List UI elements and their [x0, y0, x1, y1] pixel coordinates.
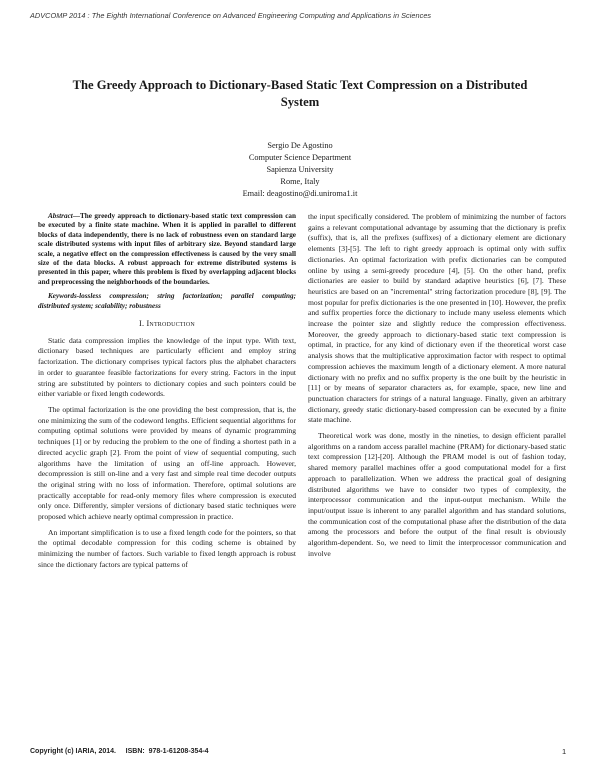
paragraph: Static data compression implies the knowledge of the input type. With text, dictionary based techniques are particularly efficient and employ string factorization. The dictionary comprises typical factors plus the alphabet characters in order to guarantee feasible factorizations for every string. Factors in the input string are substituted by pointers to dictionary copies and such pointers could be either variable or fixed length codewords. [38, 335, 296, 399]
abstract [38, 212, 296, 287]
keywords: Keywords-lossless compression; string factorization; parallel computing; distributed system; scalability; robustness [38, 292, 296, 310]
footer-copyright: Copyright (c) IARIA, 2014. ISBN: 978-1-61208-354-4 [30, 748, 209, 755]
section-number: I. [139, 319, 145, 329]
paragraph: the input specifically considered. The problem of minimizing the number of factors gains a relevant computational advantage by assuming that the dictionary is prefix (suffix), that is, all the prefixes (suffixes) of a dictionary element are dictionary elements [3]-[5]. The left to right greedy approach is optimal only with suffix dictionaries. An optimal factorization with prefix dictionaries can be computed online by using a semi-greedy procedure [4], [5]. On the other hand, prefix dictionaries are easier to build by standard adaptive heuristics [6], [7]. These heuristics are based on an "incremental" string factorization procedure [8], [9]. The most popular for prefix dictionaries is the one presented in [10]. However, the prefix and suffix properties force the dictionary to include many useless elements which increase the pointer size and slightly reduce the compression effectiveness. Moreover, the greedy approach to dictionary-based static text compression is optimal, in practice, for any kind of dictionary even if the theoretical worst case analysis shows that the multiplicative approximation factor with respect to optimal compression achieves the maximum length of a dictionary element. A more natural dictionary with no prefix and no suffix property is the one built by the heuristic in [11] or by means of separator characters as, for example, space, new line and punctuation characters for strings of a natural language. Finally, given an arbitrary dictionary, greedy static dictionary-based compression can be executed by a finite state machine. [308, 212, 566, 425]
author-department: Computer Science Department [248, 153, 352, 162]
right-column [308, 212, 566, 565]
author-name: Sergio De Agostino [267, 141, 333, 150]
page-number: 1 [562, 747, 567, 756]
abstract-label: Abstract [48, 212, 73, 220]
left-column [38, 212, 296, 576]
author-location: Rome, Italy [280, 177, 320, 186]
paragraph: An important simplification is to use a fixed length code for the pointers, so that the optimal decodable compression for this coding scheme is obtained by minimizing the number of factors. Such variable to fixed length approach is robust since the dictionary factors are typical patterns of [38, 527, 296, 569]
paragraph: The optimal factorization is the one providing the best compression, that is, the one minimizing the sum of the codeword lengths. Efficient sequential algorithms for computing optimal solutions were provided by means of dynamic programming techniques [1] or by reducing the problem to the one of finding a shortest path in a directed acyclic graph [2]. From the point of view of sequential computing, such algorithms have the limitation of using an off-line approach. However, decompression is still on-line and a very fast and simple real time decoder outputs the original string with no loss of information. Therefore, optimal solutions are practically acceptable for read-only memory files where compression is executed only once. Differently, simpler versions of dictionary based static techniques were proposed which achieve nearly optimal compression in practice. [38, 404, 296, 522]
paper-title: The Greedy Approach to Dictionary-Based Static Text Compression on a Distributed System [72, 78, 528, 109]
running-header: ADVCOMP 2014 : The Eighth International Conference on Advanced Engineering Computing and Applications in Sciences [30, 11, 432, 20]
author-email: Email: deagostino@di.uniroma1.it [242, 189, 358, 198]
author-university: Sapienza University [266, 165, 334, 174]
paragraph: Theoretical work was done, mostly in the nineties, to design efficient parallel algorithms on a random access parallel machine (PRAM) for dictionary-based static text compression [12]-[20]. Although the PRAM model is out of fashion today, shared memory parallel machines offer a good computational model for a first approach to parallelization. When we address the practical goal of designing distributed algorithms we have to consider two types of complexity, the interprocessor communication and the input-output mechanism. While the input/output issue is inherent to any parallel algorithm and has standard solutions, the communication cost of the computational phase after the distribution of the data among the processors and before the output of the final result is obviously algorithm-dependent. So, we need to limit the interprocessor communication and involve [308, 431, 566, 558]
abstract-text: —The greedy approach to dictionary-based static text compression can be executed by a finite state machine. When it is applied in parallel to different blocks of data independently, there is no lack of robustness even on standard large scale distributed systems with input files of arbitrary size. Beyond standard large scale, a negative effect on the compression effectiveness is caused by the very small size of the data blocks. A robust approach for extreme distributed systems is presented in this paper, where this problem is fixed by overlapping adjacent blocks and preprocessing the neighborhoods of the boundaries. [38, 212, 296, 286]
section-title: Introduction [146, 319, 195, 329]
author-block [150, 140, 450, 200]
section-heading [38, 319, 296, 330]
